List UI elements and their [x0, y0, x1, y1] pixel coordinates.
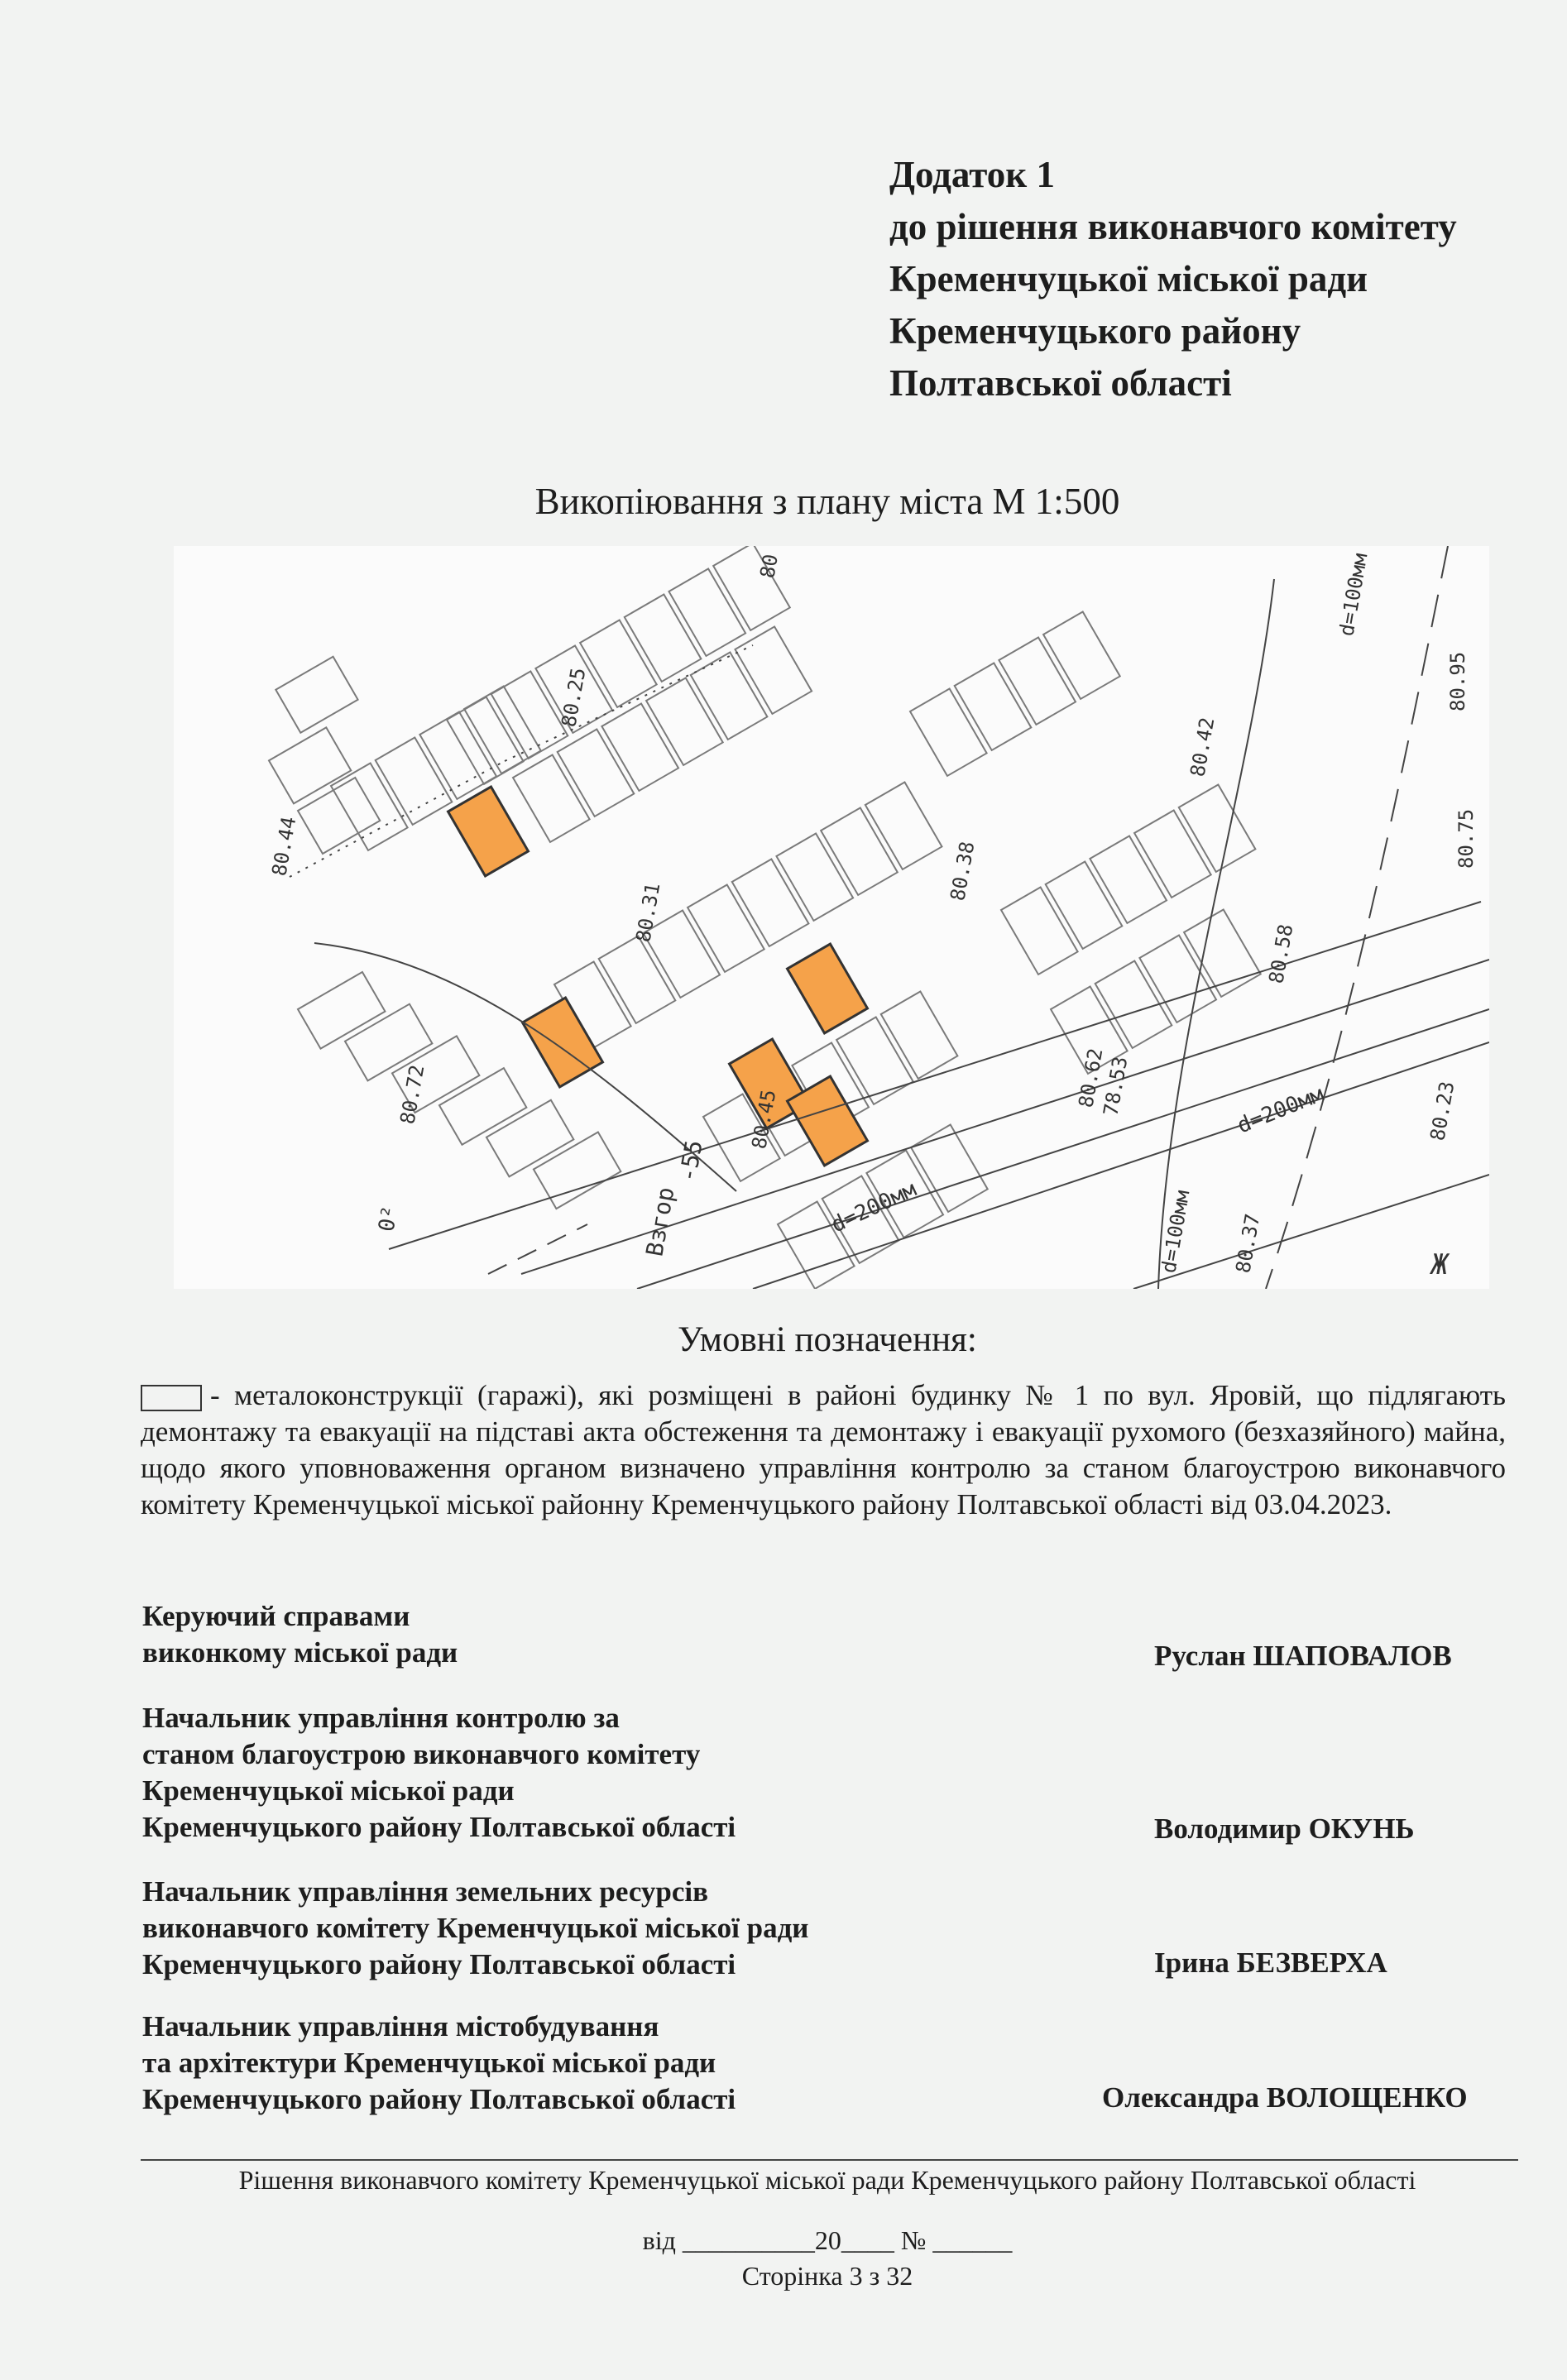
legend-swatch: [141, 1385, 202, 1411]
position-line: станом благоустрою виконавчого комітету: [142, 1738, 701, 1770]
legend-description: [141, 1377, 1506, 1523]
footer-decision-line: Рішення виконавчого комітету Кременчуцької міської ради Кременчуцького району Полтавської області: [238, 2165, 1416, 2195]
position-line: Кременчуцького району Полтавської області: [142, 1948, 736, 1980]
signatory-name: Руслан ШАПОВАЛОВ: [1154, 1640, 1452, 1672]
header-line: Кременчуцького району: [889, 310, 1301, 352]
footer-date-line: від __________20____ № ______: [642, 2225, 1013, 2255]
elevation-label: 80.25: [557, 666, 591, 730]
highlighted-garages: [448, 787, 868, 1166]
header-line: до рішення виконавчого комітету: [889, 206, 1457, 247]
map-title: Викопіювання з плану міста М 1:500: [534, 481, 1120, 522]
elevation-label: 80.42: [1186, 716, 1220, 779]
footer-divider: [141, 2159, 1518, 2161]
page-number: Сторінка 3 з 32: [741, 2261, 913, 2291]
map-annotation: Ж: [1431, 1248, 1449, 1281]
position-line: Кременчуцької міської ради: [142, 1774, 515, 1807]
elevation-label: 80.95: [1446, 651, 1469, 711]
map-annotation: 0²: [374, 1204, 404, 1234]
header-line: Додаток 1: [889, 154, 1055, 195]
header-line: Полтавської області: [889, 362, 1232, 404]
position-line: Керуючий справами: [142, 1600, 410, 1632]
header-line: Кременчуцької міської ради: [889, 258, 1368, 299]
elevation-label: 80: [755, 552, 783, 581]
signature-position: [142, 1598, 458, 1671]
signature-position: [142, 1700, 736, 1846]
elevation-label: 80.37: [1231, 1212, 1265, 1276]
map-annotation: -55: [673, 1137, 708, 1185]
map-annotation: Взгор: [640, 1185, 680, 1259]
position-line: виконкому міської ради: [142, 1636, 458, 1669]
elevation-label: 80.58: [1264, 922, 1298, 986]
pipe-diameter-label: d=200мм: [1234, 1081, 1328, 1139]
position-line: Кременчуцького району Полтавської області: [142, 2083, 736, 2115]
legend-title: Умовні позначення:: [678, 1320, 977, 1359]
position-line: Начальник управління контролю за: [142, 1702, 620, 1734]
signatory-name: Олександра ВОЛОЩЕНКО: [1102, 2081, 1468, 2114]
elevation-label: 80.72: [395, 1063, 429, 1127]
plan-drawing: [174, 546, 1489, 1289]
elevation-label: 80.23: [1426, 1080, 1459, 1143]
elevation-label: 78.53: [1099, 1055, 1133, 1118]
signatory-name: Ірина БЕЗВЕРХА: [1154, 1947, 1387, 1979]
elevation-label: 80.31: [631, 881, 665, 945]
elevation-label: 80.75: [1454, 808, 1478, 869]
position-line: Начальник управління земельних ресурсів: [142, 1875, 709, 1908]
pipe-diameter-label: d=100мм: [1157, 1188, 1195, 1276]
position-line: та архітектури Кременчуцької міської ради: [142, 2047, 716, 2079]
elevation-label: 80.62: [1074, 1046, 1108, 1110]
elevation-label: 80.38: [946, 840, 980, 903]
position-line: виконавчого комітету Кременчуцької міської ради: [142, 1912, 809, 1944]
elevation-label: 80.44: [267, 815, 301, 879]
elevation-label: 80.45: [747, 1088, 781, 1152]
legend-text: - металоконструкції (гаражі), які розміщені в районі будинку № 1 по вул. Яровій, що підлягають демонтажу та евакуації на підставі акта обстеження та демонтажу і евакуації рухомого (безхазяйного) майна, щодо якого уповноваження органом визначено управління контролю за станом благоустрою виконавчого комітету Кременчуцької міської районну Кременчуцького району Полтавської області від 03.04.2023.: [141, 1379, 1506, 1520]
city-plan-excerpt: [174, 546, 1489, 1289]
signature-position: [142, 1874, 808, 1983]
signature-position: [142, 2009, 736, 2118]
appendix-header: [889, 149, 1457, 409]
signatory-name: Володимир ОКУНЬ: [1154, 1813, 1415, 1845]
pipe-diameter-label: d=100мм: [1335, 551, 1373, 639]
position-line: Начальник управління містобудування: [142, 2010, 659, 2042]
pipe-diameter-label: d=200мм: [827, 1176, 921, 1238]
position-line: Кременчуцького району Полтавської області: [142, 1811, 736, 1843]
